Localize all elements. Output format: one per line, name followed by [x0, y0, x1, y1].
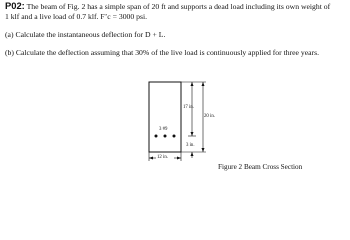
rebar-3: [173, 135, 176, 138]
dimension-arrowheads: [149, 82, 205, 160]
part-b: (b) Calculate the deflection assuming that 30% of the live load is continuously applied for three years.: [5, 48, 320, 57]
figure-caption: Figure 2 Beam Cross Section: [218, 163, 303, 171]
part-a: (a) Calculate the instantaneous deflection for D + L.: [5, 30, 166, 39]
width-label: 12 in.: [157, 155, 168, 160]
problem-number: P02:: [5, 0, 25, 11]
height-dimension: [181, 82, 206, 152]
problem-text-line-2: 1 klf and a live load of 0.7 klf. F’c = 3000 psi.: [5, 11, 148, 21]
rebar-1: [155, 135, 158, 138]
problem-text-line-1: The beam of Fig. 2 has a simple span of 20 ft and supports a dead load including its own weight of: [26, 2, 331, 11]
rebar-2: [164, 135, 167, 138]
height-label: 20 in.: [204, 114, 215, 119]
cover-label: 3 in.: [186, 143, 195, 148]
rebar-label: 3 #9: [159, 127, 168, 132]
beam-outline: [149, 82, 181, 152]
depth-label: 17 in.: [183, 105, 194, 110]
